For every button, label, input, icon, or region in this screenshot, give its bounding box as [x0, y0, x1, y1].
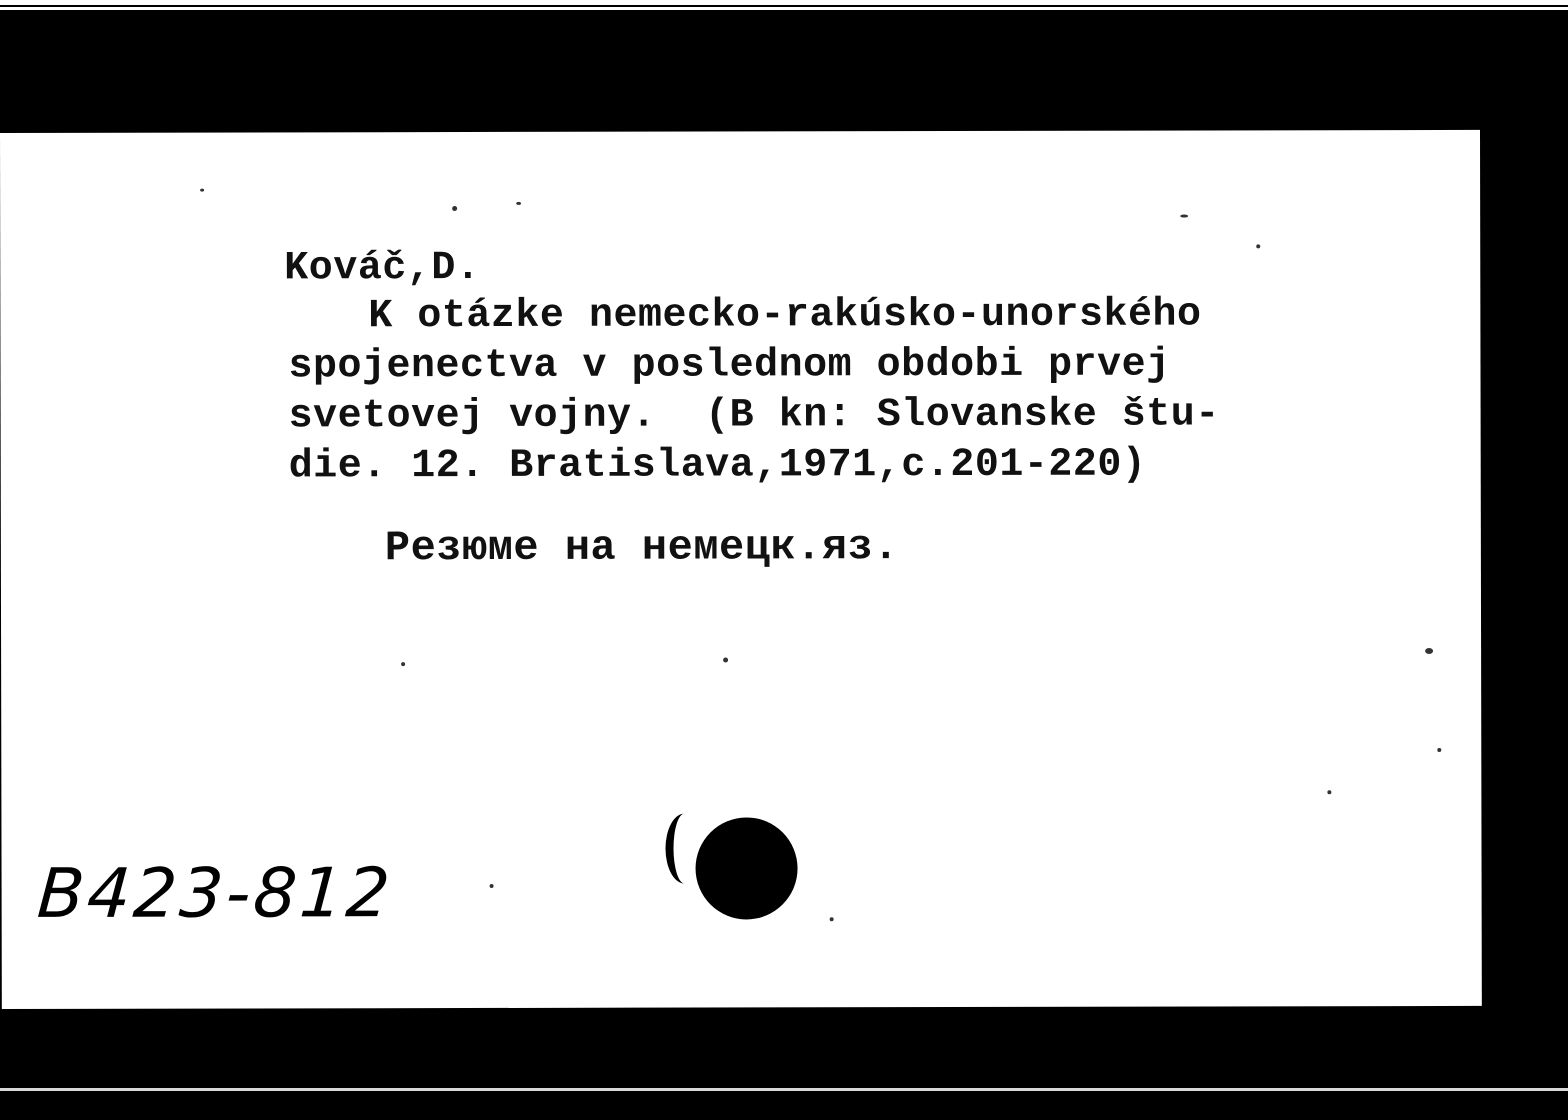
dust-speck — [830, 917, 834, 921]
author-heading: Kováč,D. — [284, 245, 481, 292]
punch-hole — [695, 817, 797, 919]
title-line-3: svetovej vojny. (B kn: Slovanske štu- — [288, 392, 1220, 440]
dust-speck — [1180, 215, 1188, 218]
top-border-strip — [0, 0, 1568, 10]
title-line-4: die. 12. Bratislava,1971,c.201-220) — [288, 442, 1147, 490]
dust-speck — [452, 206, 457, 211]
dust-speck — [1327, 790, 1331, 794]
catalog-card — [0, 130, 1482, 1009]
top-border-line — [0, 5, 1568, 7]
dust-speck — [1256, 244, 1260, 248]
dust-speck — [401, 662, 405, 666]
dust-speck — [1437, 748, 1441, 752]
dust-speck — [1425, 648, 1433, 654]
bottom-border-line — [0, 1088, 1568, 1091]
title-line-2: spojenectva v poslednom obdobi prvej — [288, 342, 1171, 390]
dust-speck — [200, 189, 204, 192]
title-line-1: K otázke nemecko-rakúsko-unorského — [368, 292, 1202, 340]
dust-speck — [516, 202, 521, 205]
handwritten-shelfmark: B423-812 — [34, 854, 396, 934]
dust-speck — [723, 657, 728, 662]
summary-language-note: Резюме на немецк.яз. — [384, 523, 900, 573]
dust-speck — [490, 884, 494, 888]
